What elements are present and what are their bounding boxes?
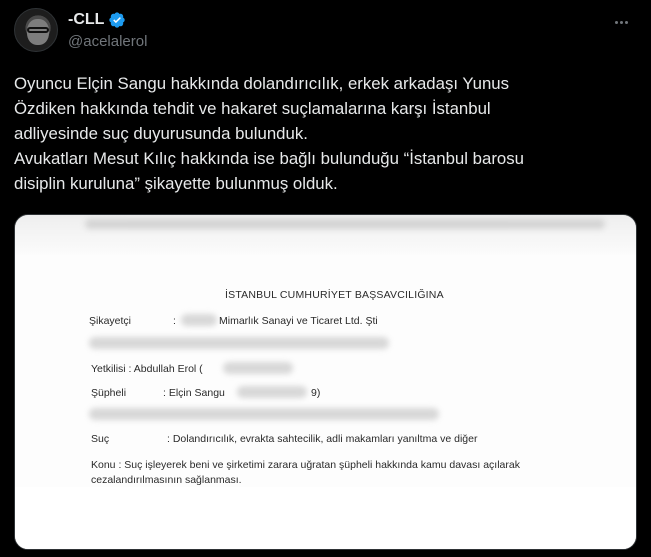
tweet-line: Özdiken hakkında tehdit ve hakaret suçlamalarına karşı İstanbul [14,99,491,118]
tweet-header [14,8,637,58]
tweet-line: disiplin kuruluna” şikayette bulunmuş olduk. [14,174,338,193]
complainant-label: Şikayetçi [89,315,132,327]
suspect-value: : Elçin Sangu [163,387,225,399]
more-dot [615,21,618,24]
author-handle[interactable]: @acelalerol [68,33,148,50]
author-display-name[interactable]: -CLL [68,11,105,28]
tweet-line: Oyuncu Elçin Sangu hakkında dolandırıcılık, erkek arkadaşı Yunus [14,74,510,93]
document-title: İSTANBUL CUMHURİYET BAŞSAVCILIĞINA [225,289,444,301]
redacted-area [89,337,389,349]
authorized-line: Yetkilisi : Abdullah Erol ( [91,363,203,375]
suspect-label: Şüpheli [91,387,127,399]
redacted-area [85,219,605,229]
author-name-row[interactable] [68,11,126,29]
document-photo [15,215,636,549]
more-dot [625,21,628,24]
tweet-line: Avukatları Mesut Kılıç hakkında ise bağlı bulunduğu “İstanbul barosu [14,149,524,168]
redacted-area [89,408,439,420]
avatar-glasses [27,27,49,33]
redacted-area [181,314,217,326]
more-dot [620,21,623,24]
verified-badge-icon [108,11,126,29]
suspect-tail: 9) [311,387,321,399]
avatar[interactable] [14,8,58,52]
crime-label: Suç [91,433,110,445]
complainant-separator: : [173,315,176,327]
document-blank-area [15,487,636,550]
redacted-area [237,386,307,398]
more-options-icon[interactable] [607,12,635,32]
redacted-area [223,362,293,374]
subject-line-2: cezalandırılmasının sağlanması. [91,474,242,486]
crime-value: : Dolandırıcılık, evrakta sahtecilik, adli makamları yanıltma ve diğer [167,433,478,445]
subject-line-1: Konu : Suç işleyerek beni ve şirketimi zarara uğratan şüpheli hakkında kamu davası açılarak [91,459,520,471]
tweet-text [14,71,634,196]
tweet-media-image[interactable] [14,214,637,550]
tweet-line: adliyesinde suç duyurusunda bulunduk. [14,124,308,143]
complainant-value: Mimarlık Sanayi ve Ticaret Ltd. Şti [219,315,378,327]
